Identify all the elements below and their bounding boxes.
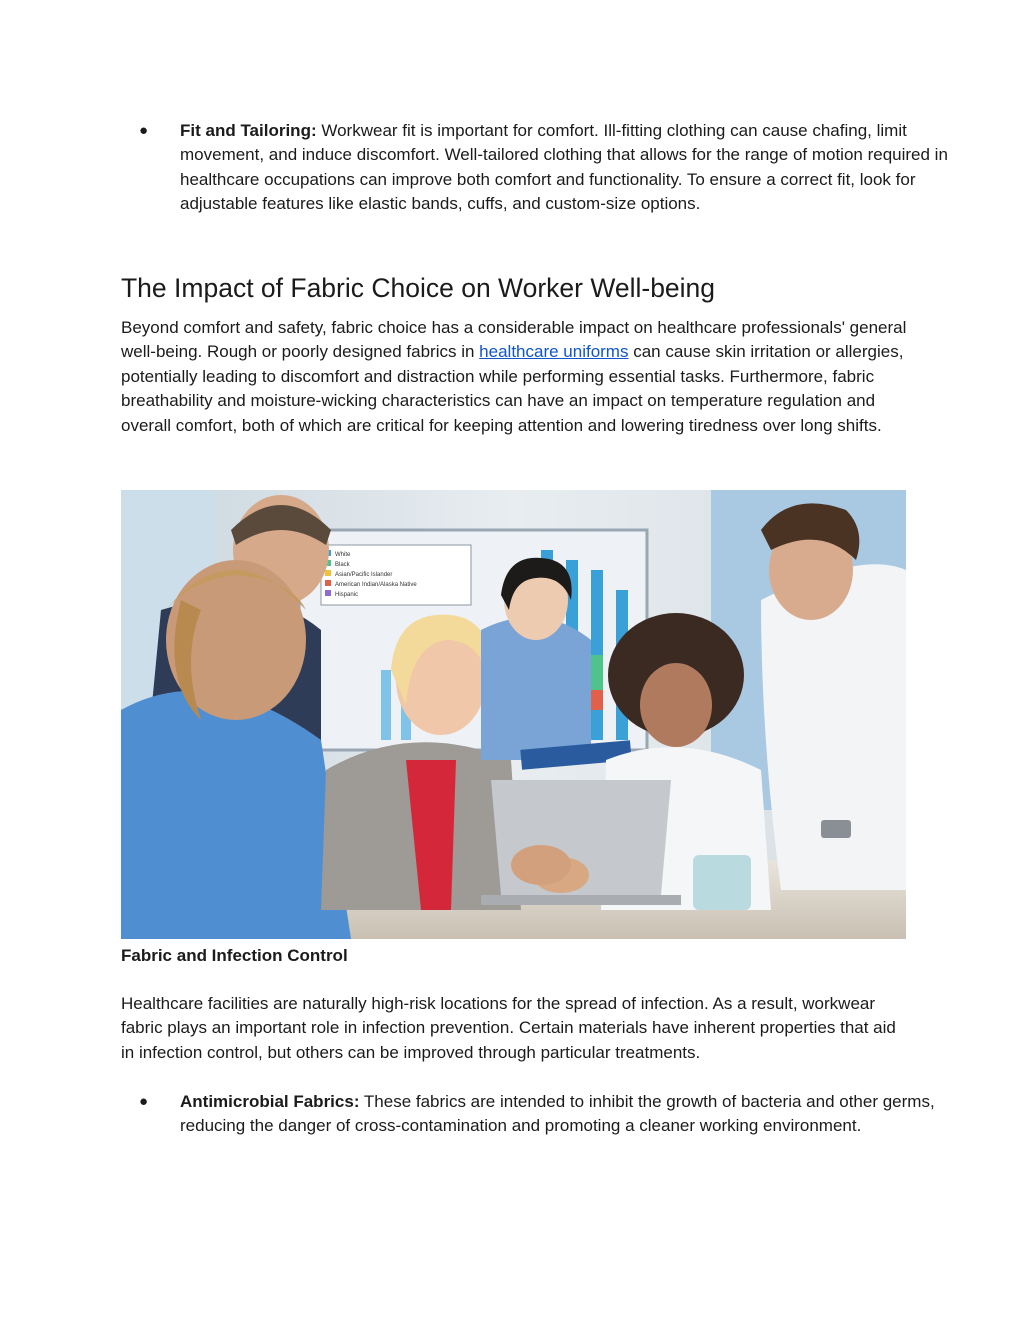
infection-subheading: Fabric and Infection Control [121, 946, 348, 965]
bullet-dot: ● [139, 122, 149, 139]
team-meeting-photo [121, 490, 906, 939]
section-heading: The Impact of Fabric Choice on Worker Well-being [121, 273, 716, 303]
legend-entry: Asian/Pacific Islander [335, 572, 393, 578]
para-text-before-link: Beyond comfort and safety, fabric choice has a considerable impact on healthcare professionals' general well-being. Rough or poorly designed fabrics in [121, 318, 907, 362]
bullet-title: Fit and Tailoring: [180, 121, 317, 140]
legend-entry: American Indian/Alaska Native [335, 582, 417, 588]
para-text-after-link: can cause skin irritation or allergies, potentially leading to discomfort and distraction while performing essential tasks. Furthermore, fabric breathability and moisture-wicking characteristics can have an impact on temperature regulation and overall comfort, both of which are critical for keeping attention and lowering tiredness over long shifts. [121, 342, 904, 435]
healthcare-uniforms-link[interactable]: healthcare uniforms [479, 342, 629, 362]
bullet-antimicrobial-fabrics [121, 1090, 965, 1139]
legend-entry: Hispanic [335, 592, 359, 598]
bullet-text: Workwear fit is important for comfort. Ill-fitting clothing can cause chafing, limit movement, and induce discomfort. Well-tailored clothing that allows for the range of motion required in healthcare occupations can improve both comfort and functionality. To ensure a correct fit, look for adjustable features like elastic bands, cuffs, and custom-size options. [180, 121, 948, 214]
bullet-fit-and-tailoring [121, 119, 965, 217]
legend-entry: Black [335, 562, 350, 568]
bullet-title: Antimicrobial Fabrics: [180, 1092, 360, 1111]
infection-paragraph: Healthcare facilities are naturally high-risk locations for the spread of infection. As a result, workwear fabric plays an important role in infection prevention. Certain materials have inherent properties that aid in infection control, but others can be improved through particular treatments. [121, 994, 896, 1062]
bullet-dot: ● [139, 1093, 149, 1110]
section-paragraph [121, 316, 911, 438]
bullet-text: These fabrics are intended to inhibit the growth of bacteria and other germs, reducing the danger of cross-contamination and promoting a cleaner working environment. [180, 1092, 935, 1136]
legend-entry: White [335, 552, 351, 558]
